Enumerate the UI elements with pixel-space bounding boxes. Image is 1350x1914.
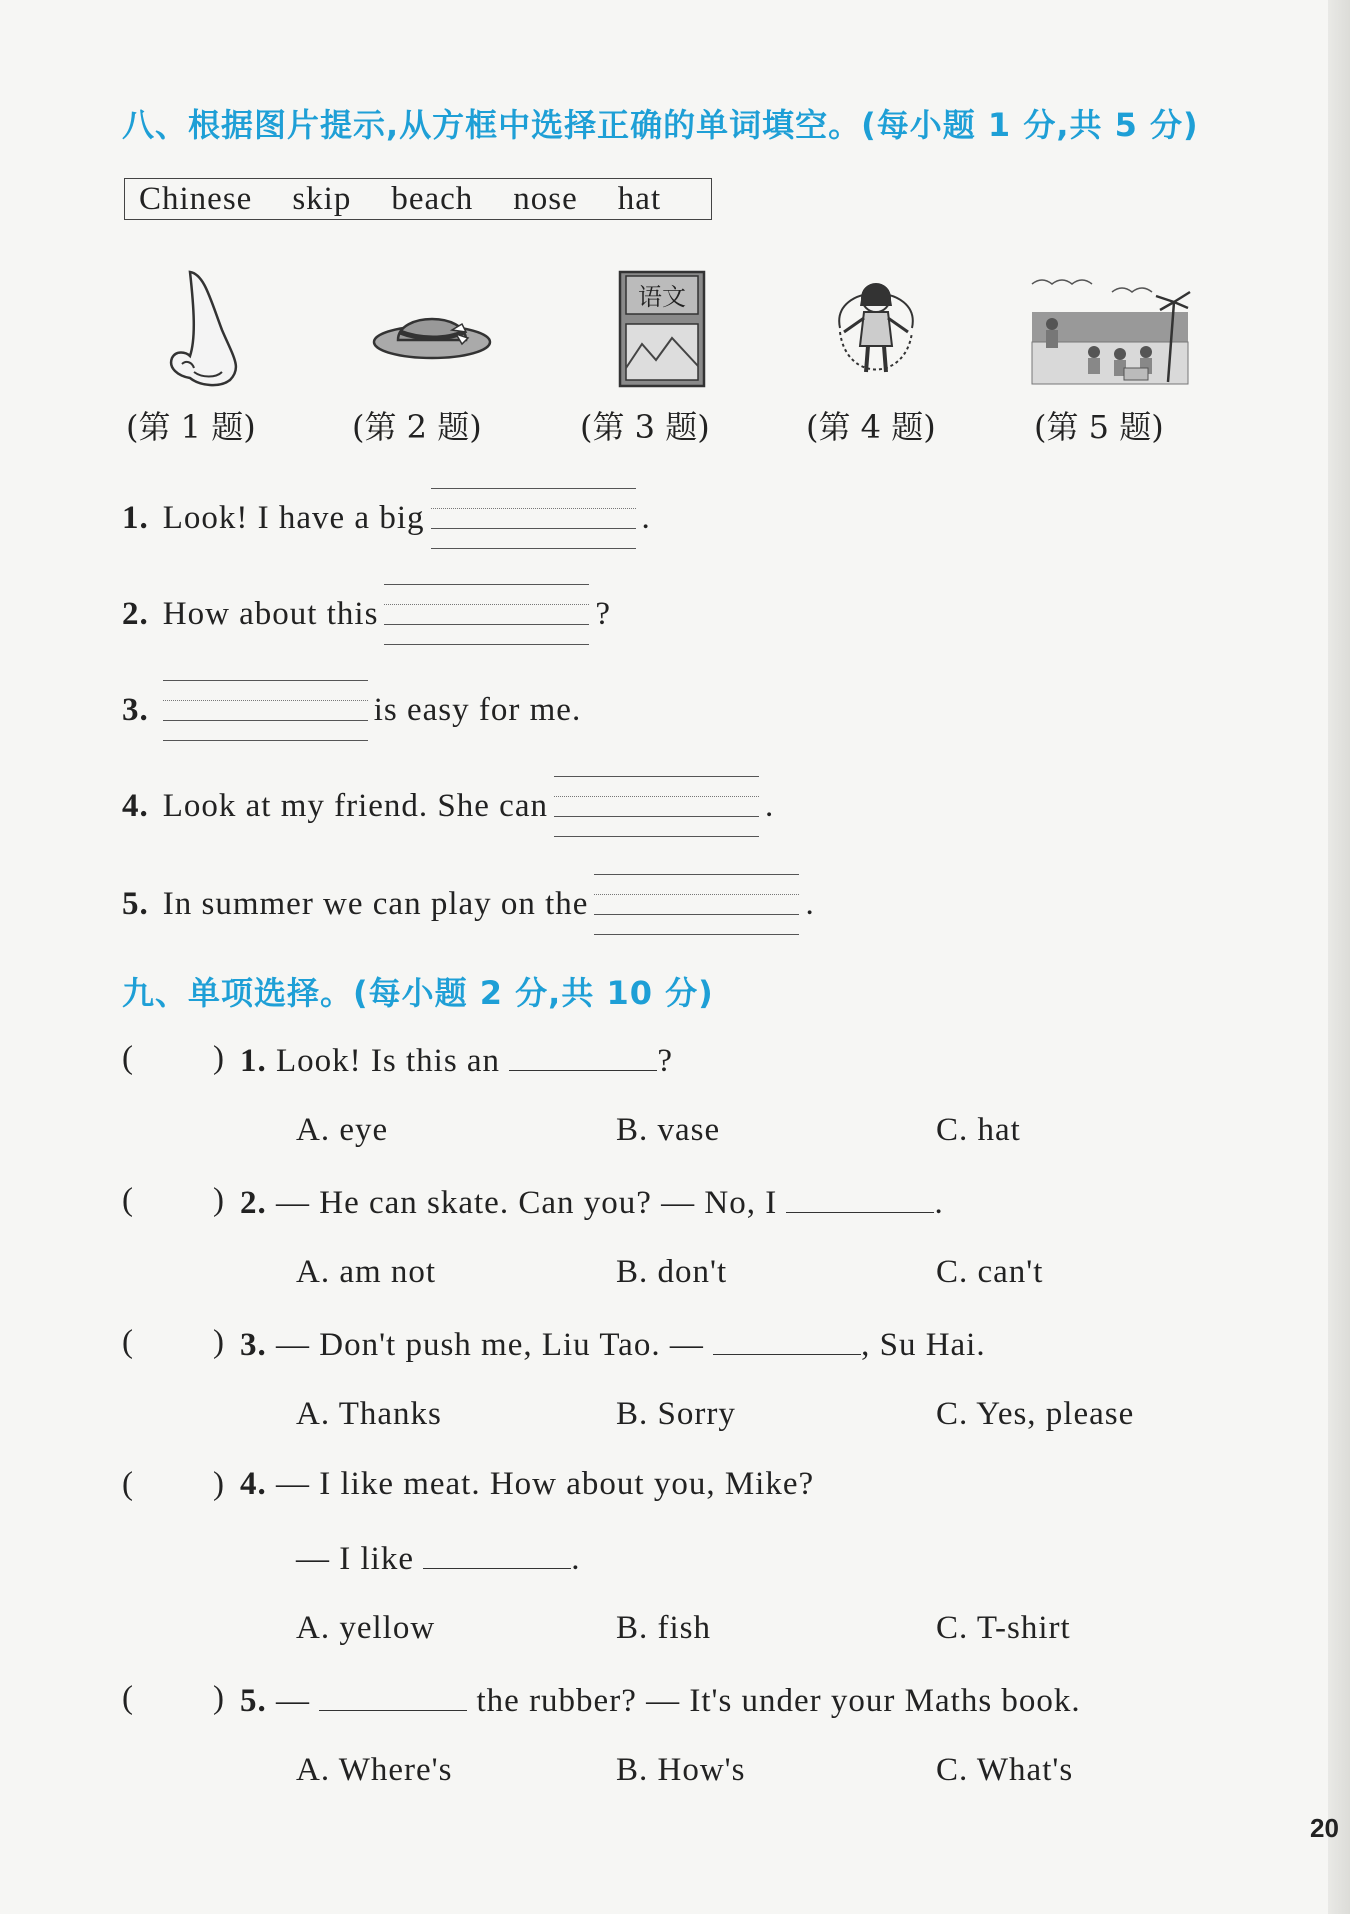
word-bank-item: skip [292, 180, 352, 217]
question-text: is easy for me. [373, 691, 582, 728]
option-a[interactable]: A. yellow [296, 1610, 436, 1646]
answer-blank[interactable] [423, 1538, 571, 1569]
word-bank [124, 178, 712, 220]
option-c[interactable]: C. hat [936, 1112, 1021, 1148]
option-b[interactable]: B. Sorry [616, 1396, 736, 1432]
answer-blank[interactable] [786, 1182, 934, 1213]
question-text: In summer we can play on the [162, 885, 589, 922]
question-text: Look! I have a big [162, 499, 425, 536]
option-c[interactable]: C. can't [936, 1254, 1044, 1290]
option-c[interactable]: C. Yes, please [936, 1396, 1135, 1432]
question-text: . [641, 499, 651, 536]
option-c[interactable]: C. T-shirt [936, 1610, 1071, 1646]
answer-bracket[interactable]: ( ) [122, 1680, 224, 1716]
question-number: 1. [240, 1043, 267, 1079]
question-text: . [805, 885, 815, 922]
picture-label-5: (第 5 题) [1034, 408, 1164, 446]
four-line-blank[interactable] [554, 774, 759, 838]
question-text: Look! Is this an [276, 1043, 501, 1079]
question-text: — Don't push me, Liu Tao. — [276, 1327, 704, 1363]
question-text: Look at my friend. She can [162, 787, 548, 824]
question-text: . [571, 1541, 581, 1577]
question-text: the rubber? — It's under your Maths book. [476, 1683, 1081, 1719]
fill-question-5 [122, 872, 815, 936]
word-bank-item: hat [617, 180, 662, 217]
four-line-blank[interactable] [384, 582, 589, 646]
mc-question-3 [240, 1324, 986, 1364]
question-text: — He can skate. Can you? — No, I [276, 1185, 778, 1221]
mc-question-2 [240, 1182, 944, 1222]
mc-question-4 [240, 1466, 814, 1503]
mc-question-4-line-2 [296, 1538, 580, 1578]
question-text: How about this [162, 595, 379, 632]
question-number: 3. [240, 1327, 267, 1363]
section-9-title: 九、单项选择。(每小题 2 分,共 10 分) [122, 974, 714, 1012]
fill-question-1 [122, 486, 651, 550]
question-text: ? [595, 595, 612, 632]
answer-blank[interactable] [319, 1680, 467, 1711]
question-text: . [934, 1185, 944, 1221]
answer-blank[interactable] [713, 1324, 861, 1355]
question-number: 5. [122, 885, 149, 922]
option-b[interactable]: B. fish [616, 1610, 712, 1646]
question-text: . [764, 787, 775, 824]
answer-bracket[interactable]: ( ) [122, 1324, 224, 1360]
option-a[interactable]: A. Thanks [296, 1396, 442, 1432]
question-text: ? [657, 1043, 673, 1079]
option-c[interactable]: C. What's [936, 1752, 1074, 1788]
option-a[interactable]: A. Where's [296, 1752, 453, 1788]
option-b[interactable]: B. vase [616, 1112, 721, 1148]
question-number: 5. [240, 1683, 267, 1719]
four-line-blank[interactable] [431, 486, 636, 550]
page-number: 20 [1310, 1813, 1339, 1843]
picture-label-4: (第 4 题) [806, 408, 936, 446]
mc-question-5 [240, 1680, 1081, 1720]
question-text: — [276, 1683, 310, 1719]
picture-label-3: (第 3 题) [580, 408, 710, 446]
hat-picture [370, 300, 494, 362]
skipping-girl-picture [826, 262, 926, 394]
fill-question-3 [122, 678, 581, 742]
answer-bracket[interactable]: ( ) [122, 1182, 224, 1218]
four-line-blank[interactable] [594, 872, 799, 936]
question-number: 4. [122, 787, 149, 824]
answer-bracket[interactable]: ( ) [122, 1040, 224, 1076]
question-number: 4. [240, 1466, 267, 1502]
section-8-title: 八、根据图片提示,从方框中选择正确的单词填空。(每小题 1 分,共 5 分) [122, 106, 1199, 144]
question-number: 3. [122, 691, 149, 728]
fill-question-4 [122, 774, 774, 838]
beach-picture [1028, 272, 1192, 388]
question-number: 2. [122, 595, 149, 632]
option-b[interactable]: B. How's [616, 1752, 746, 1788]
book-title-text: 语文 [638, 283, 686, 311]
picture-label-1: (第 1 题) [126, 408, 256, 446]
answer-blank[interactable] [509, 1040, 657, 1071]
question-text: , Su Hai. [861, 1327, 986, 1363]
mc-question-1 [240, 1040, 673, 1080]
page-edge [1328, 0, 1350, 1914]
picture-label-2: (第 2 题) [352, 408, 482, 446]
option-a[interactable]: A. am not [296, 1254, 437, 1290]
word-bank-item: Chinese [139, 180, 253, 217]
word-bank-item: nose [513, 180, 578, 217]
fill-question-2 [122, 582, 611, 646]
nose-picture [160, 268, 250, 390]
question-text: — I like meat. How about you, Mike? [276, 1466, 815, 1502]
question-text: — I like [296, 1541, 414, 1577]
answer-bracket[interactable]: ( ) [122, 1466, 224, 1502]
chinese-book-picture [616, 268, 708, 390]
four-line-blank[interactable] [163, 678, 368, 742]
option-a[interactable]: A. eye [296, 1112, 389, 1148]
option-b[interactable]: B. don't [616, 1254, 728, 1290]
question-number: 1. [122, 499, 149, 536]
word-bank-item: beach [391, 180, 474, 217]
question-number: 2. [240, 1185, 267, 1221]
